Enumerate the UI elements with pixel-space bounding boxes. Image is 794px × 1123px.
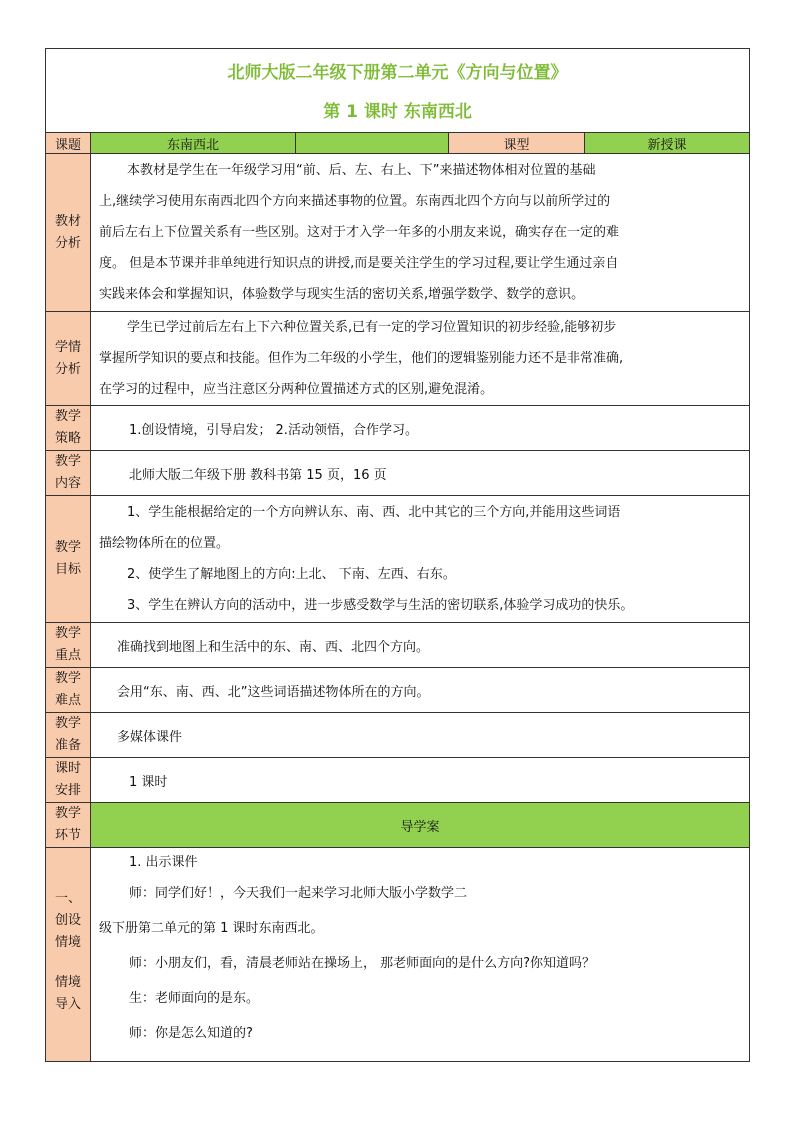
- schedule-row: [46, 758, 750, 803]
- topic-value: 东南西北: [91, 133, 296, 154]
- goals-line: 3、学生在辨认方向的活动中，进一步感受数学与生活的密切联系,体验学习成功的快乐。: [127, 598, 634, 613]
- page-title: 北师大版二年级下册第二单元《方向与位置》: [227, 62, 568, 83]
- goals-line: 2、使学生了解地图上的方向:上北、 下南、左西、右东。: [127, 567, 456, 582]
- schedule-label-text: 课时安排: [54, 761, 81, 798]
- content-text: 北师大版二年级下册 教科书第 15 页，16 页: [91, 451, 750, 496]
- keypoints-label: [46, 623, 91, 668]
- lesson-label-line: 创设: [54, 913, 81, 928]
- title-row: [46, 49, 750, 133]
- preparation-label-text: 教学准备: [54, 716, 81, 753]
- type-label: 课型: [449, 133, 585, 154]
- difficulties-row: [46, 668, 750, 713]
- process-label-text: 教学环节: [54, 806, 81, 843]
- lesson-label-spacer: [46, 954, 90, 972]
- process-row: [46, 803, 750, 848]
- students-line: 学生已学过前后左右上下六种位置关系,已有一定的学习位置知识的初步经验,能够初步: [127, 320, 617, 335]
- schedule-label: [46, 758, 91, 803]
- process-label: [46, 803, 91, 848]
- material-line: 度。 但是本节课并非单纯进行知识点的讲授,而是要关注学生的学习过程,要让学生通过亲自: [99, 256, 619, 271]
- goals-line: 描绘物体所在的位置。: [99, 536, 230, 551]
- goals-label: [46, 496, 91, 623]
- lesson-line: 1. 出示课件: [129, 855, 198, 870]
- keypoints-row: [46, 623, 750, 668]
- goals-label-text: 教学目标: [54, 540, 81, 577]
- keypoints-text: 准确找到地图上和生活中的东、南、西、北四个方向。: [91, 623, 750, 668]
- material-label: [46, 154, 91, 312]
- lesson-line: 师：小朋友们，看，清晨老师站在操场上， 那老师面向的是什么方向?你知道吗？: [129, 956, 596, 971]
- topic-label: 课题: [46, 133, 91, 154]
- lesson-line: 级下册第二单元的第 1 课时东南西北。: [99, 921, 324, 936]
- students-label: [46, 312, 91, 406]
- students-row: [46, 312, 750, 406]
- difficulties-label: [46, 668, 91, 713]
- goals-body: [91, 496, 750, 623]
- lesson-line: 师：你是怎么知道的?: [129, 1026, 253, 1041]
- lesson-label-line: 情境: [54, 935, 81, 950]
- goals-row: [46, 496, 750, 623]
- strategy-label-text: 教学策略: [54, 409, 81, 446]
- strategy-row: [46, 406, 750, 451]
- schedule-text: 1 课时: [91, 758, 750, 803]
- content-row: [46, 451, 750, 496]
- material-row: [46, 154, 750, 312]
- content-label: [46, 451, 91, 496]
- lesson-label: [46, 848, 91, 1062]
- preparation-row: [46, 713, 750, 758]
- preparation-label: [46, 713, 91, 758]
- material-line: 实践来体会和掌握知识，体验数学与现实生活的密切关系,增强学数学、数学的意识。: [99, 287, 585, 302]
- title-cell: [46, 49, 750, 133]
- type-value: 新授课: [585, 133, 750, 154]
- info-row: [46, 133, 750, 154]
- guide-header: 导学案: [91, 803, 750, 848]
- topic-spacer: [296, 133, 449, 154]
- material-label-text: 教材分析: [54, 213, 81, 251]
- strategy-text: 1.创设情境，引导启发； 2.活动领悟，合作学习。: [91, 406, 750, 451]
- goals-line: 1、学生能根据给定的一个方向辨认东、南、西、北中其它的三个方向,并能用这些词语: [127, 505, 621, 520]
- material-line: 上,继续学习使用东南西北四个方向来描述事物的位置。东南西北四个方向与以前所学过的: [99, 194, 611, 209]
- lesson-body: [91, 848, 750, 1062]
- lesson-line: 生：老师面向的是东。: [129, 991, 260, 1006]
- lesson-row: [46, 848, 750, 1062]
- students-line: 掌握所学知识的要点和技能。但作为二年级的小学生，他们的逻辑鉴别能力还不是非常准确,: [99, 351, 624, 366]
- material-line: 本教材是学生在一年级学习用“前、后、左、右上、下”来描述物体相对位置的基础: [127, 163, 596, 178]
- preparation-text: 多媒体课件: [91, 713, 750, 758]
- lesson-label-line: 情境: [54, 975, 81, 990]
- material-line: 前后左右上下位置关系有一些区别。这对于才入学一年多的小朋友来说，确实存在一定的难: [99, 225, 620, 240]
- students-body: [91, 312, 750, 406]
- lesson-label-line: 导入: [54, 997, 81, 1012]
- lesson-plan-table: [45, 48, 750, 1062]
- keypoints-label-text: 教学重点: [54, 626, 81, 663]
- content-label-text: 教学内容: [54, 454, 81, 491]
- lesson-line: 师：同学们好！，今天我们一起来学习北师大版小学数学二: [129, 886, 468, 901]
- students-line: 在学习的过程中，应当注意区分两种位置描述方式的区别,避免混淆。: [99, 382, 494, 397]
- material-body: [91, 154, 750, 312]
- difficulties-label-text: 教学难点: [54, 671, 81, 708]
- students-label-text: 学情分析: [54, 339, 81, 377]
- difficulties-text: 会用“东、南、西、北”这些词语描述物体所在的方向。: [91, 668, 750, 713]
- lesson-label-line: 一、: [54, 891, 81, 906]
- page-subtitle: 第 1 课时 东南西北: [323, 101, 472, 122]
- strategy-label: [46, 406, 91, 451]
